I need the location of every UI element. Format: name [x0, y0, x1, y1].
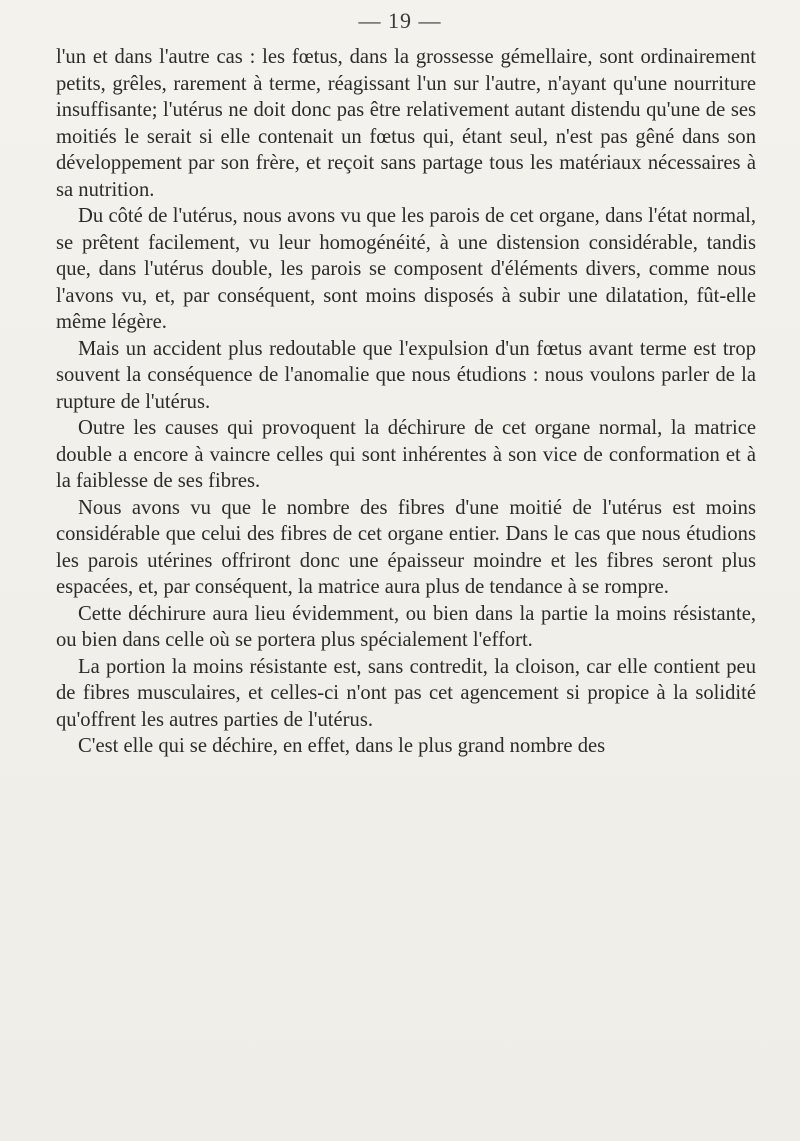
body-text [56, 44, 756, 760]
paragraph-7: La portion la moins résistante est, sans contredit, la cloison, car elle contient peu de fibres musculaires, et celles-ci n'ont pas cet agencement si propice à la solidité qu'offrent les autres parties de l'utérus. [56, 655, 756, 731]
paragraph-4: Outre les causes qui provoquent la déchirure de cet organe normal, la matrice double a encore à vaincre celles qui sont inhérentes à son vice de conformation et à la faiblesse de ses fibres. [56, 417, 756, 492]
paragraph-5: Nous avons vu que le nombre des fibres d'une moitié de l'utérus est moins considérable que celui des fibres de cet organe entier. Dans le cas que nous étudions les parois utérines offriront donc une épaisseur moindre et les fibres seront plus espacées, et, par conséquent, la matrice aura plus de tendance à se rompre. [56, 496, 756, 598]
paragraph-2: Du côté de l'utérus, nous avons vu que les parois de cet organe, dans l'état normal, se prêtent facilement, vu leur homogénéité, à une distension considérable, tandis que, dans l'utérus double, les parois se composent d'éléments divers, comme nous l'avons vu, et, par conséquent, sont moins disposés à subir une dilatation, fût-elle même légère. [56, 205, 756, 333]
paragraph-1: l'un et dans l'autre cas : les fœtus, dans la grossesse gémellaire, sont ordinairement petits, grêles, rarement à terme, réagissant l'un sur l'autre, n'ayant qu'une nourriture insuffisante; l'utérus ne doit donc pas être relativement autant distendu qu'une de ses moitiés le serait si elle contenait un fœtus qui, étant seul, n'est pas gêné dans son développement par son frère, et reçoit sans partage tous les matériaux nécessaires à sa nutrition. [56, 46, 756, 201]
paragraph-6: Cette déchirure aura lieu évidemment, ou bien dans la partie la moins résistante, ou bien dans celle où se portera plus spécialement l'effort. [56, 602, 756, 651]
paragraph-3: Mais un accident plus redoutable que l'expulsion d'un fœtus avant terme est trop souvent la conséquence de l'anomalie que nous étudions : nous voulons parler de la rupture de l'utérus. [56, 337, 756, 413]
paragraph-8: C'est elle qui se déchire, en effet, dans le plus grand nombre des [78, 735, 606, 757]
page-number: — 19 — [358, 8, 442, 33]
